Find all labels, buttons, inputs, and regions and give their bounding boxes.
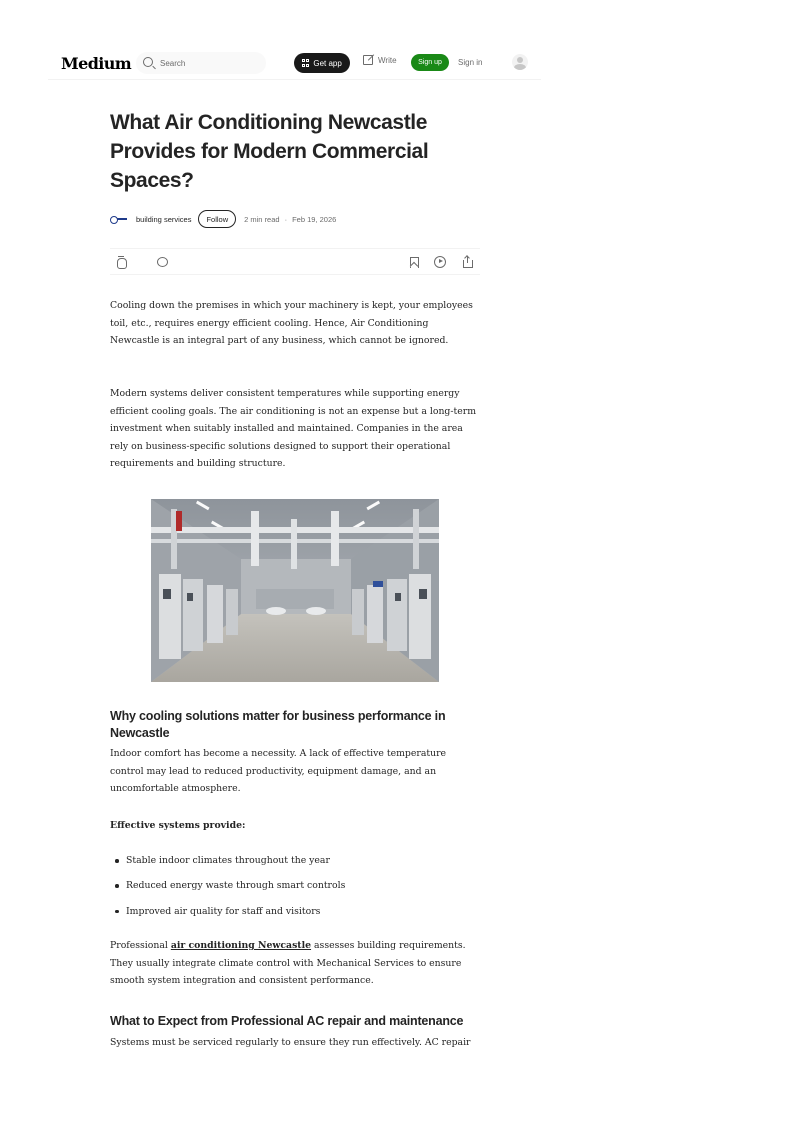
write-label: Write (378, 55, 397, 65)
read-time: 2 min read (244, 214, 280, 224)
paragraph-text: Professional (110, 940, 171, 951)
get-app-button[interactable] (294, 53, 350, 73)
publication-logo-icon[interactable] (110, 215, 128, 223)
paragraph-effective-systems: Effective systems provide: (110, 820, 246, 831)
plant-room-photo (151, 499, 439, 682)
list-item: Improved air quality for staff and visitors (110, 903, 480, 928)
article-action-bar (110, 248, 480, 275)
bookmark-icon[interactable] (408, 256, 420, 268)
paragraph-indoor-comfort: Indoor comfort has become a necessity. A lack of effective temperature control may lead to reduced productivity, equipment damage, and an uncomfortable atmosphere. (110, 748, 447, 794)
paragraph-servicing: Systems must be serviced regularly to ensure they run effectively. AC repair (110, 1037, 471, 1048)
article (110, 108, 480, 1048)
article-title: What Air Conditioning Newcastle Provides for Modern Commercial Spaces? (110, 111, 429, 192)
author-name[interactable]: building services (136, 214, 192, 224)
write-link[interactable] (363, 55, 397, 65)
get-app-label: Get app (313, 58, 342, 68)
clap-icon[interactable] (115, 256, 127, 268)
paragraph-modern-systems: Modern systems deliver consistent temperatures while supporting energy efficient cooling goals. The air conditioning is not an expense but a long-term investment when suitably installed and maintained. Companies in the area rely on business-specific solutions designed to support their operational requirements and building structure. (110, 388, 477, 469)
search-box[interactable] (136, 52, 266, 74)
section-heading-ac-repair: What to Expect from Professional AC repair and maintenance (110, 1014, 464, 1028)
paragraph-professional (110, 937, 480, 990)
air-conditioning-newcastle-link[interactable]: air conditioning Newcastle (170, 940, 312, 951)
sign-in-link[interactable]: Sign in (458, 58, 483, 67)
write-icon (363, 55, 373, 65)
paragraph-text: assesses building requirements. They usually integrate climate control with Mechanical Services to ensure smooth system integration and consistent performance. (110, 940, 466, 986)
search-input[interactable] (160, 56, 260, 70)
list-item: Reduced energy waste through smart controls (110, 877, 480, 902)
grid-icon (302, 59, 309, 66)
top-nav (48, 46, 541, 80)
share-icon[interactable] (462, 256, 474, 268)
search-icon (143, 57, 153, 67)
section-heading-why-cooling: Why cooling solutions matter for business performance in Newcastle (110, 709, 446, 740)
sign-up-button[interactable]: Sign up (411, 54, 449, 71)
publish-date: Feb 19, 2026 (292, 214, 337, 224)
paragraph-intro: Cooling down the premises in which your machinery is kept, your employees toil, etc., requires energy efficient cooling. Hence, Air Conditioning Newcastle is an integral part of any business, which cannot be ignored. (110, 300, 473, 346)
benefits-list (110, 852, 480, 928)
follow-button[interactable]: Follow (198, 210, 236, 228)
user-avatar-icon[interactable] (512, 54, 528, 70)
comment-icon[interactable] (156, 256, 168, 268)
listen-play-icon[interactable] (434, 256, 446, 268)
list-item: Stable indoor climates throughout the year (110, 852, 480, 877)
byline (110, 210, 480, 228)
medium-logo[interactable]: Medium (61, 54, 132, 73)
separator-dot: · (284, 214, 288, 224)
